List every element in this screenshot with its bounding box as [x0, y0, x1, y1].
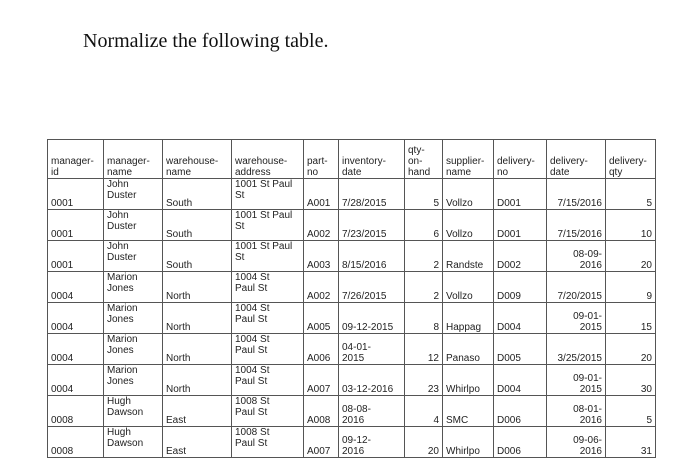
cell-delivery-no: D001	[494, 210, 547, 241]
col-warehouse-name: warehouse- name	[163, 140, 232, 179]
cell-supplier-name: Whirlpo	[443, 365, 494, 396]
table-row	[48, 396, 656, 427]
cell-delivery-date: 7/20/2015	[547, 272, 606, 303]
cell-inventory-date: 7/26/2015	[339, 272, 405, 303]
cell-supplier-name: Vollzo	[443, 179, 494, 210]
cell-manager-name: Marion Jones	[104, 334, 163, 365]
question-text: Normalize the following table.	[83, 30, 329, 52]
cell-delivery-qty: 5	[606, 179, 656, 210]
cell-qty-on-hand: 2	[405, 241, 443, 272]
cell-part-no: A003	[304, 241, 339, 272]
cell-warehouse-name: South	[163, 241, 232, 272]
table-row	[48, 210, 656, 241]
cell-manager-name: Marion Jones	[104, 303, 163, 334]
cell-warehouse-name: East	[163, 396, 232, 427]
cell-supplier-name: Panaso	[443, 334, 494, 365]
col-supplier-name: supplier- name	[443, 140, 494, 179]
cell-warehouse-name: South	[163, 210, 232, 241]
cell-warehouse-name: East	[163, 427, 232, 458]
cell-inventory-date: 08-08- 2016	[339, 396, 405, 427]
cell-part-no: A002	[304, 210, 339, 241]
cell-part-no: A008	[304, 396, 339, 427]
cell-warehouse-address: 1004 St Paul St	[232, 365, 304, 396]
col-delivery-qty: delivery- qty	[606, 140, 656, 179]
cell-manager-id: 0001	[48, 179, 104, 210]
cell-manager-id: 0004	[48, 303, 104, 334]
cell-delivery-qty: 15	[606, 303, 656, 334]
cell-supplier-name: Vollzo	[443, 272, 494, 303]
cell-manager-id: 0004	[48, 272, 104, 303]
cell-inventory-date: 7/28/2015	[339, 179, 405, 210]
cell-warehouse-address: 1008 St Paul St	[232, 427, 304, 458]
cell-delivery-no: D004	[494, 303, 547, 334]
table-row	[48, 241, 656, 272]
cell-delivery-qty: 20	[606, 334, 656, 365]
cell-delivery-no: D005	[494, 334, 547, 365]
cell-warehouse-address: 1008 St Paul St	[232, 396, 304, 427]
cell-inventory-date: 04-01- 2015	[339, 334, 405, 365]
cell-delivery-no: D006	[494, 427, 547, 458]
cell-delivery-date: 08-01- 2016	[547, 396, 606, 427]
cell-manager-id: 0001	[48, 210, 104, 241]
cell-inventory-date: 8/15/2016	[339, 241, 405, 272]
cell-qty-on-hand: 5	[405, 179, 443, 210]
col-qty-on-hand: qty- on- hand	[405, 140, 443, 179]
cell-delivery-no: D002	[494, 241, 547, 272]
cell-delivery-qty: 30	[606, 365, 656, 396]
cell-delivery-qty: 31	[606, 427, 656, 458]
cell-warehouse-address: 1004 St Paul St	[232, 303, 304, 334]
cell-manager-name: Hugh Dawson	[104, 427, 163, 458]
cell-delivery-no: D004	[494, 365, 547, 396]
cell-delivery-date: 7/15/2016	[547, 210, 606, 241]
cell-supplier-name: Whirlpo	[443, 427, 494, 458]
cell-supplier-name: SMC	[443, 396, 494, 427]
cell-warehouse-name: South	[163, 179, 232, 210]
cell-delivery-date: 7/15/2016	[547, 179, 606, 210]
cell-qty-on-hand: 6	[405, 210, 443, 241]
cell-part-no: A007	[304, 427, 339, 458]
header-row	[48, 140, 656, 179]
cell-delivery-date: 09-06- 2016	[547, 427, 606, 458]
cell-warehouse-name: North	[163, 303, 232, 334]
cell-delivery-no: D006	[494, 396, 547, 427]
col-manager-name: manager- name	[104, 140, 163, 179]
cell-delivery-qty: 20	[606, 241, 656, 272]
table-row	[48, 272, 656, 303]
cell-inventory-date: 09-12-2015	[339, 303, 405, 334]
table-row	[48, 365, 656, 396]
cell-delivery-no: D001	[494, 179, 547, 210]
cell-manager-name: John Duster	[104, 241, 163, 272]
cell-warehouse-address: 1004 St Paul St	[232, 334, 304, 365]
cell-qty-on-hand: 2	[405, 272, 443, 303]
cell-part-no: A006	[304, 334, 339, 365]
table-row	[48, 179, 656, 210]
table-row	[48, 303, 656, 334]
cell-part-no: A005	[304, 303, 339, 334]
cell-part-no: A001	[304, 179, 339, 210]
cell-qty-on-hand: 12	[405, 334, 443, 365]
cell-delivery-qty: 5	[606, 396, 656, 427]
cell-manager-id: 0004	[48, 334, 104, 365]
cell-supplier-name: Vollzo	[443, 210, 494, 241]
cell-delivery-date: 09-01- 2015	[547, 303, 606, 334]
cell-warehouse-name: North	[163, 365, 232, 396]
cell-warehouse-address: 1001 St Paul St	[232, 210, 304, 241]
col-warehouse-address: warehouse- address	[232, 140, 304, 179]
data-table	[47, 139, 656, 458]
col-delivery-date: delivery- date	[547, 140, 606, 179]
cell-part-no: A007	[304, 365, 339, 396]
cell-manager-id: 0001	[48, 241, 104, 272]
cell-part-no: A002	[304, 272, 339, 303]
cell-supplier-name: Happag	[443, 303, 494, 334]
cell-delivery-qty: 10	[606, 210, 656, 241]
cell-qty-on-hand: 20	[405, 427, 443, 458]
col-inventory-date: inventory- date	[339, 140, 405, 179]
col-manager-id: manager- id	[48, 140, 104, 179]
cell-manager-id: 0008	[48, 427, 104, 458]
cell-qty-on-hand: 4	[405, 396, 443, 427]
cell-manager-id: 0008	[48, 396, 104, 427]
cell-manager-name: Marion Jones	[104, 365, 163, 396]
cell-manager-name: John Duster	[104, 179, 163, 210]
cell-delivery-date: 09-01- 2015	[547, 365, 606, 396]
cell-warehouse-address: 1001 St Paul St	[232, 241, 304, 272]
cell-delivery-qty: 9	[606, 272, 656, 303]
cell-manager-name: Hugh Dawson	[104, 396, 163, 427]
cell-qty-on-hand: 8	[405, 303, 443, 334]
cell-manager-name: Marion Jones	[104, 272, 163, 303]
cell-warehouse-name: North	[163, 334, 232, 365]
table-row	[48, 334, 656, 365]
cell-manager-id: 0004	[48, 365, 104, 396]
cell-warehouse-address: 1004 St Paul St	[232, 272, 304, 303]
cell-warehouse-name: North	[163, 272, 232, 303]
cell-inventory-date: 7/23/2015	[339, 210, 405, 241]
col-part-no: part- no	[304, 140, 339, 179]
cell-inventory-date: 09-12- 2016	[339, 427, 405, 458]
cell-supplier-name: Randste	[443, 241, 494, 272]
table-row	[48, 427, 656, 458]
cell-inventory-date: 03-12-2016	[339, 365, 405, 396]
col-delivery-no: delivery- no	[494, 140, 547, 179]
cell-delivery-date: 3/25/2015	[547, 334, 606, 365]
cell-qty-on-hand: 23	[405, 365, 443, 396]
cell-manager-name: John Duster	[104, 210, 163, 241]
cell-delivery-date: 08-09- 2016	[547, 241, 606, 272]
cell-warehouse-address: 1001 St Paul St	[232, 179, 304, 210]
cell-delivery-no: D009	[494, 272, 547, 303]
